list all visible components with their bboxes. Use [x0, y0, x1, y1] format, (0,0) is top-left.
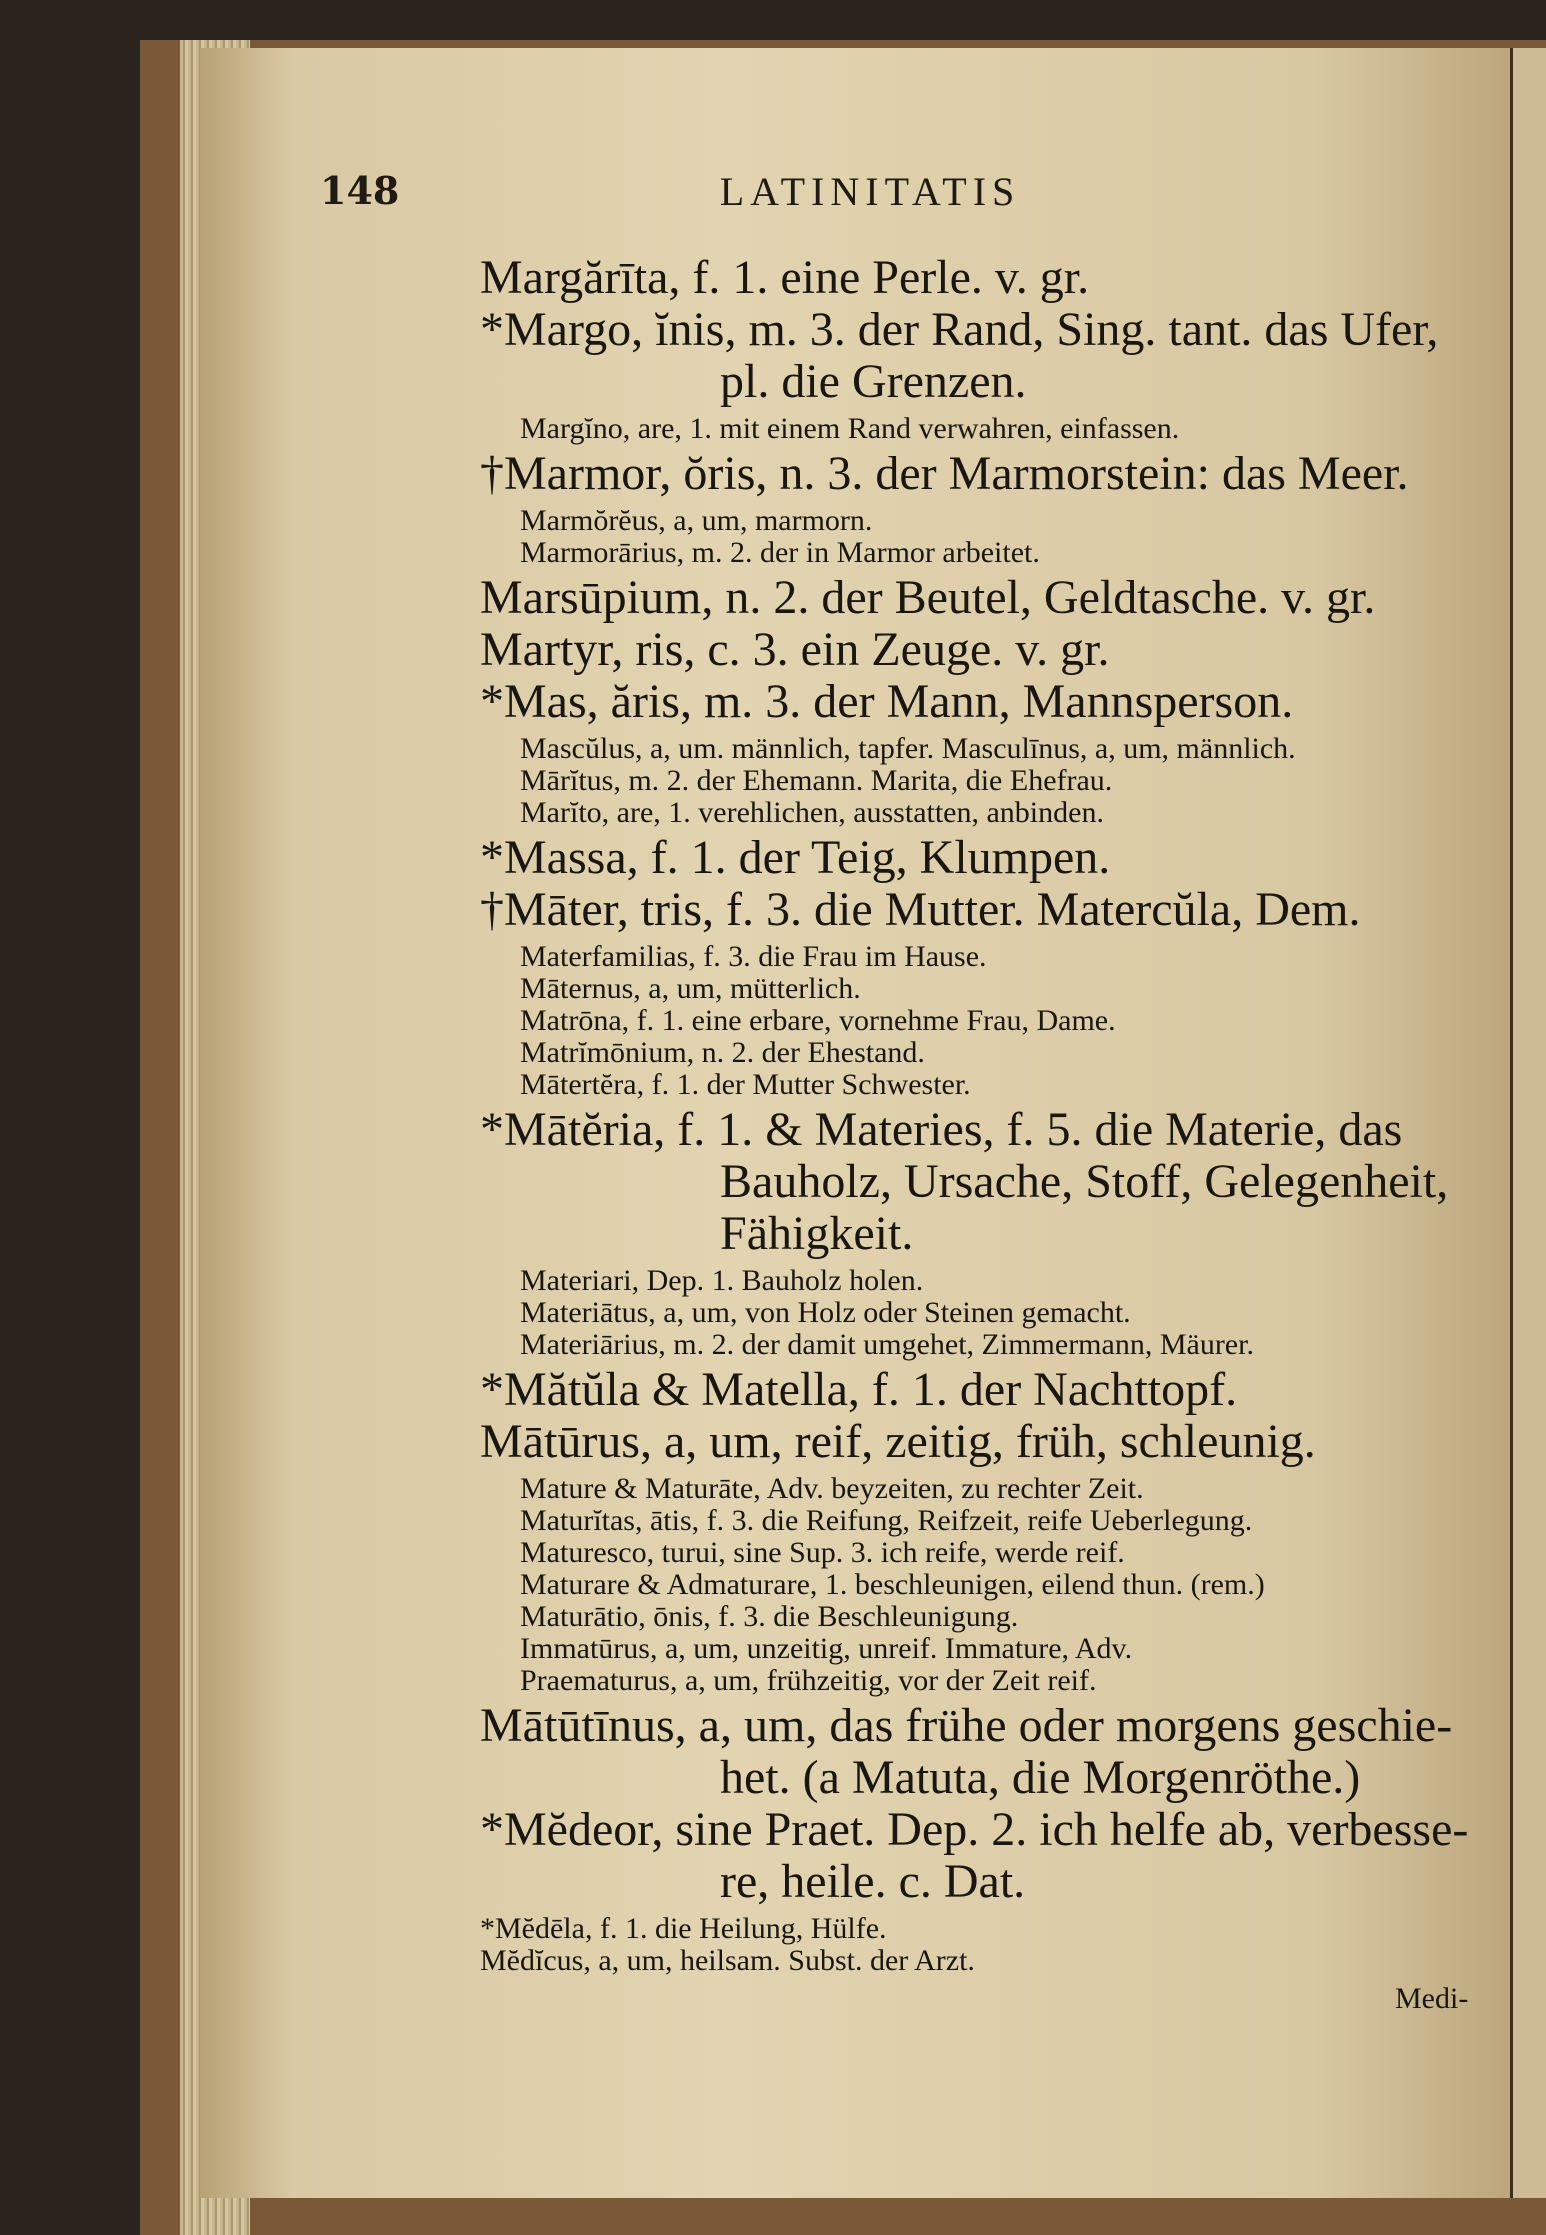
next-page-edge — [1510, 48, 1546, 2198]
entry-line: Praematurus, a, um, frühzeitig, vor der Zeit reif. — [520, 1664, 1097, 1697]
entry-line: Mature & Maturāte, Adv. beyzeiten, zu rechter Zeit. — [520, 1472, 1144, 1505]
entry-line: Matrōna, f. 1. eine erbare, vornehme Frau, Dame. — [520, 1004, 1116, 1037]
page-header — [320, 168, 1420, 228]
entry-line: *Mātĕria, f. 1. & Materies, f. 5. die Materie, das — [480, 1103, 1403, 1156]
entry-line: het. (a Matuta, die Morgenröthe.) — [720, 1751, 1361, 1804]
entry-line: *Mĕdēla, f. 1. die Heilung, Hülfe. — [480, 1912, 887, 1945]
entry-line: Materiārius, m. 2. der damit umgehet, Zimmermann, Mäurer. — [520, 1328, 1254, 1361]
entry-line: pl. die Grenzen. — [720, 355, 1027, 408]
entry-line: Materiātus, a, um, von Holz oder Steinen gemacht. — [520, 1296, 1131, 1329]
entry-line: Mātūtīnus, a, um, das frühe oder morgens geschie- — [480, 1699, 1453, 1752]
entry-line: Marsūpium, n. 2. der Beutel, Geldtasche. v. gr. — [480, 571, 1376, 624]
entry-line: *Mĕdeor, sine Praet. Dep. 2. ich helfe ab, verbesse- — [480, 1803, 1469, 1856]
entry-line: Marmorārius, m. 2. der in Marmor arbeitet. — [520, 536, 1040, 569]
entry-line: *Margo, ĭnis, m. 3. der Rand, Sing. tant. das Ufer, — [480, 303, 1439, 356]
entry-line: re, heile. c. Dat. — [720, 1855, 1026, 1908]
entry-line: *Massa, f. 1. der Teig, Klumpen. — [480, 831, 1111, 884]
entry-line: Fähigkeit. — [720, 1207, 914, 1260]
entry-line: †Māter, tris, f. 3. die Mutter. Matercŭla, Dem. — [480, 883, 1361, 936]
entry-line: Margărīta, f. 1. eine Perle. v. gr. — [480, 251, 1090, 304]
entry-line: Maturare & Admaturare, 1. beschleunigen, eilend thun. (rem.) — [520, 1568, 1265, 1601]
entry-line: Maturĭtas, ātis, f. 3. die Reifung, Reifzeit, reife Ueberlegung. — [520, 1504, 1253, 1537]
entry-line: Margĭno, are, 1. mit einem Rand verwahren, einfassen. — [520, 412, 1180, 445]
catchword: Medi- — [1395, 1982, 1469, 2015]
entry-line: Māternus, a, um, mütterlich. — [520, 972, 861, 1005]
entry-line: Martyr, ris, c. 3. ein Zeuge. v. gr. — [480, 623, 1110, 676]
entry-line: *Mas, ăris, m. 3. der Mann, Mannsperson. — [480, 675, 1294, 728]
entry-line: Mascŭlus, a, um. männlich, tapfer. Masculīnus, a, um, männlich. — [520, 732, 1296, 765]
entry-line: Materfamilias, f. 3. die Frau im Hause. — [520, 940, 987, 973]
page-number: 148 — [320, 168, 400, 213]
entry-line: Mātertĕra, f. 1. der Mutter Schwester. — [520, 1068, 971, 1101]
entry-line: Materiari, Dep. 1. Bauholz holen. — [520, 1264, 924, 1297]
entry-line: Maturesco, turui, sine Sup. 3. ich reife, werde reif. — [520, 1536, 1125, 1569]
entry-line: †Marmor, ŏris, n. 3. der Marmorstein: das Meer. — [480, 447, 1409, 500]
entry-line: *Mătŭla & Matella, f. 1. der Nachttopf. — [480, 1363, 1238, 1416]
entry-line: Marĭto, are, 1. verehlichen, ausstatten, anbinden. — [520, 796, 1104, 829]
entry-line: Mātūrus, a, um, reif, zeitig, früh, schleunig. — [480, 1415, 1316, 1468]
entry-line: Matrĭmōnium, n. 2. der Ehestand. — [520, 1036, 925, 1069]
entry-line: Mārĭtus, m. 2. der Ehemann. Marita, die Ehefrau. — [520, 764, 1113, 797]
running-title: LATINITATIS — [719, 169, 1021, 214]
entry-line: Immatūrus, a, um, unzeitig, unreif. Immature, Adv. — [520, 1632, 1133, 1665]
entry-line: Maturātio, ōnis, f. 3. die Beschleunigung. — [520, 1600, 1019, 1633]
entry-line: Marmŏrĕus, a, um, marmorn. — [520, 504, 873, 537]
entry-line: Mĕdĭcus, a, um, heilsam. Subst. der Arzt. — [480, 1944, 975, 1977]
entry-line: Bauholz, Ursache, Stoff, Gelegenheit, — [720, 1155, 1449, 1208]
